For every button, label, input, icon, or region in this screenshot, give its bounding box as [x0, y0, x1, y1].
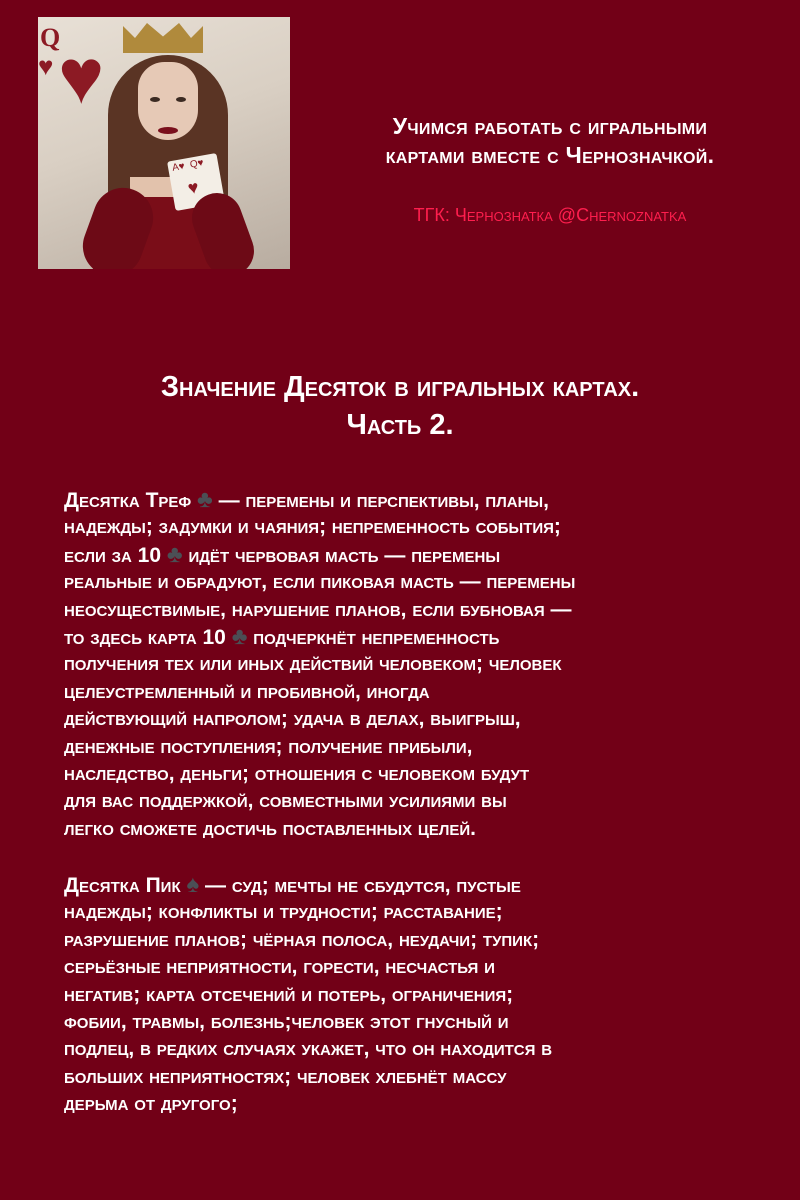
intro-text — [300, 112, 800, 170]
intro-line: Учимся работать с игральными — [392, 113, 708, 139]
text-segment: получения тех или иных действий человеком; человек — [64, 652, 562, 676]
text-line — [64, 787, 754, 814]
text-line — [64, 898, 754, 925]
queen-portrait-image — [38, 17, 290, 269]
text-segment: разрушение планов; чёрная полоса, неудачи; тупик; — [64, 927, 540, 951]
text-line — [64, 541, 754, 568]
text-line — [64, 705, 754, 732]
card-rank-q: Q — [40, 23, 61, 52]
text-segment: денежные поступления; получение прибыли, — [64, 734, 473, 758]
intro-line: картами вместе с Чернозначкой. — [385, 142, 715, 168]
text-line — [64, 760, 754, 787]
text-segment: идёт червовая масть — перемены — [182, 543, 501, 567]
text-line — [64, 568, 754, 595]
text-segment: надежды; задумки и чаяния; непременность события; — [64, 515, 561, 539]
text-segment: дерьма от другого; — [64, 1092, 238, 1116]
crown-icon — [123, 23, 203, 53]
text-segment: негатив; карта отсечений и потерь, ограничения; — [64, 982, 514, 1006]
small-heart-icon: ♥ — [38, 51, 54, 81]
text-line — [64, 953, 754, 980]
text-line — [64, 1090, 754, 1117]
text-segment: легко сможете достичь поставленных целей. — [64, 816, 477, 840]
text-segment: Десятка Пик — [64, 874, 187, 897]
text-segment: подчеркнёт непременность — [247, 625, 500, 649]
club-icon: ♣ — [231, 622, 248, 650]
held-cards-icon: A♥ Q♥ ♥ — [167, 153, 225, 211]
section-ten-of-spades — [64, 871, 754, 1118]
text-segment: целеустремленный и пробивной, иногда — [64, 679, 430, 703]
title-line: Значение Десяток в игральных картах. — [160, 371, 640, 403]
text-segment: подлец, в редких случаях укажет, что он находится в — [64, 1037, 553, 1061]
club-icon: ♣ — [166, 540, 183, 568]
text-segment: Десятка Треф — [64, 489, 198, 512]
text-line — [64, 1063, 754, 1090]
text-line — [64, 1008, 754, 1035]
text-line — [64, 596, 754, 623]
text-segment: серьёзные неприятности, горести, несчастья и — [64, 955, 495, 979]
text-line — [64, 678, 754, 705]
text-segment: то здесь карта 10 — [64, 625, 232, 649]
text-segment: действующий напролом; удача в делах, выигрыш, — [64, 707, 521, 731]
club-icon: ♣ — [197, 486, 213, 513]
text-line — [64, 486, 754, 513]
text-line — [64, 1035, 754, 1062]
text-line — [64, 623, 754, 650]
eye-shape — [150, 97, 160, 102]
heart-icon: ♥ — [58, 32, 105, 120]
text-segment: для вас поддержкой, совместными усилиями вы — [64, 789, 507, 813]
text-segment: если за 10 — [64, 543, 167, 567]
spade-icon: ♠ — [186, 871, 200, 898]
text-line — [64, 513, 754, 540]
text-line — [64, 981, 754, 1008]
lips-shape — [158, 127, 178, 134]
text-line — [64, 871, 754, 898]
telegram-channel-label: ТГК: Чернознатка @Chernoznatka — [413, 205, 687, 225]
text-segment: — суд; мечты не сбудутся, пустые — [199, 874, 521, 897]
text-segment: фобии, травмы, болезнь;человек этот гнусный и — [64, 1009, 509, 1033]
text-line — [64, 815, 754, 842]
text-segment: — перемены и перспективы, планы, — [212, 489, 549, 512]
title-line: Часть 2. — [346, 409, 454, 441]
eye-shape — [176, 97, 186, 102]
text-segment: больших неприятностях; человек хлебнёт массу — [64, 1064, 507, 1088]
text-line — [64, 733, 754, 760]
text-line — [64, 926, 754, 953]
text-segment: реальные и обрадуют, если пиковая масть — перемены — [64, 570, 576, 594]
text-line — [64, 650, 754, 677]
section-ten-of-clubs — [64, 486, 754, 842]
page-title — [0, 368, 800, 444]
text-segment: неосуществимые, нарушение планов, если бубновая — — [64, 597, 572, 621]
text-segment: наследство, деньги; отношения с человеком будут — [64, 761, 530, 785]
text-segment: надежды; конфликты и трудности; расставание; — [64, 900, 503, 924]
